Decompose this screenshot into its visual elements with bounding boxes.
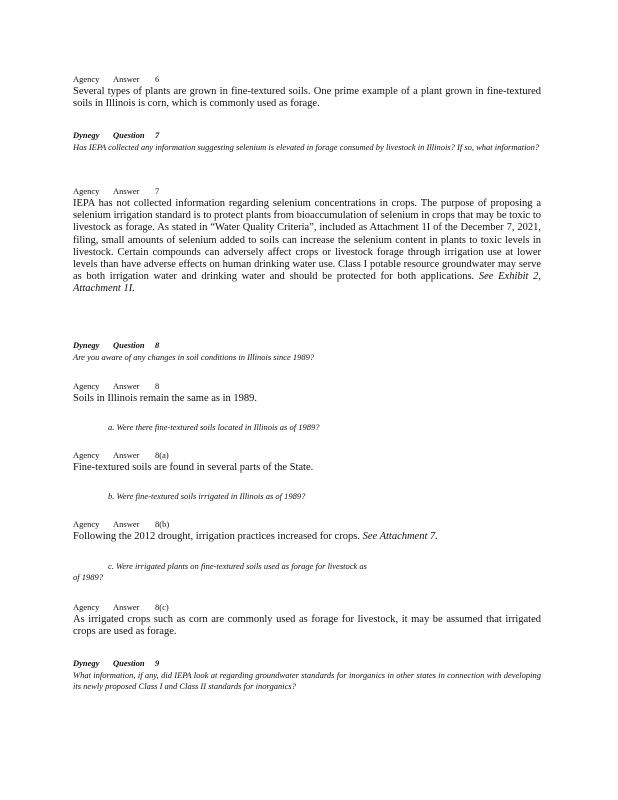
- answer-text: Soils in Illinois remain the same as in 1989.: [73, 393, 258, 404]
- answer-number: 8(b): [155, 519, 170, 529]
- answer-body: IEPA has not collected information regarding selenium concentrations in crops. The purpose of proposing a selenium irrigation standard is to protect plants from bioaccumulation of selenium in crops that may be toxic to livestock as forage. As stated in “Water Quality Criteria”, included as Attachment 1I of the December 7, 2021, filing, small amounts of selenium added to soils can increase the selenium content in plants to toxic levels in livestock. Certain compounds can adversely affect crops or livestock forage through irrigation use at lower levels than have adverse effects on human drinking water use. Class I potable resource groundwater may serve as both irrigation water and drinking water and should be protected for both applications.: [73, 198, 541, 283]
- respondent-label: Agency: [73, 381, 100, 391]
- question-header: [73, 340, 541, 351]
- question-number: 8: [155, 340, 160, 350]
- answer-number: 6: [155, 74, 160, 84]
- question-header: [73, 658, 541, 669]
- sub-question-c-line2: of 1989?: [73, 571, 103, 582]
- answer-header: [73, 602, 541, 613]
- question-block: [73, 340, 541, 363]
- answer-block: [73, 602, 541, 638]
- questioner-label: Dynegy: [73, 340, 100, 350]
- question-number: 9: [155, 658, 160, 668]
- question-text: Has IEPA collected any information suggesting selenium is elevated in forage consumed by livestock in Illinois? If so, what information?: [73, 142, 540, 152]
- answer-block: [73, 519, 541, 543]
- question-block: [73, 130, 541, 153]
- answer-header: [73, 74, 541, 85]
- answer-label: Answer: [113, 450, 140, 460]
- answer-text: Several types of plants are grown in fine-textured soils. One prime example of a plant grown in fine-textured soils in Illinois is corn, which is commonly used as forage.: [73, 86, 541, 110]
- answer-number: 8(a): [155, 450, 169, 460]
- respondent-label: Agency: [73, 519, 100, 529]
- answer-label: Answer: [113, 186, 140, 196]
- answer-header: [73, 186, 541, 197]
- questioner-label: Dynegy: [73, 658, 100, 668]
- sub-question-c: [73, 561, 488, 582]
- sub-question-c-line1: c. Were irrigated plants on fine-textured soils used as forage for livestock as: [108, 561, 367, 571]
- answer-block: [73, 450, 541, 474]
- answer-header: [73, 450, 541, 461]
- answer-label: Answer: [113, 381, 140, 391]
- answer-block: [73, 74, 541, 110]
- respondent-label: Agency: [73, 450, 100, 460]
- question-label: Question: [113, 658, 145, 668]
- answer-number: 7: [155, 186, 160, 196]
- answer-block: [73, 381, 541, 405]
- answer-header: [73, 381, 541, 392]
- answer-label: Answer: [113, 519, 140, 529]
- answer-body: Following the 2012 drought, irrigation practices increased for crops.: [73, 531, 360, 542]
- respondent-label: Agency: [73, 186, 100, 196]
- question-number: 7: [155, 130, 160, 140]
- answer-label: Answer: [113, 74, 140, 84]
- answer-text: [73, 198, 541, 296]
- answer-text: Fine-textured soils are found in several parts of the State.: [73, 462, 314, 473]
- question-text: What information, if any, did IEPA look at regarding groundwater standards for inorganics in other states in connection with developing its newly proposed Class I and Class II standards for inorganics?: [73, 670, 541, 691]
- answer-number: 8(c): [155, 602, 169, 612]
- sub-question-a: a. Were there fine-textured soils located in Illinois as of 1989?: [108, 422, 320, 432]
- question-label: Question: [113, 130, 145, 140]
- answer-number: 8: [155, 381, 160, 391]
- question-text: Are you aware of any changes in soil conditions in Illinois since 1989?: [73, 352, 315, 362]
- answer-header: [73, 519, 541, 530]
- attachment-reference: See Attachment 7.: [362, 531, 438, 542]
- answer-text: As irrigated crops such as corn are commonly used as forage for livestock, it may be assumed that irrigated crops are used as forage.: [73, 614, 541, 638]
- answer-text: [73, 531, 541, 543]
- questioner-label: Dynegy: [73, 130, 100, 140]
- answer-label: Answer: [113, 602, 140, 612]
- question-header: [73, 130, 541, 141]
- respondent-label: Agency: [73, 74, 100, 84]
- exhibit-reference: See Exhibit 2, Attachment 1I.: [73, 271, 541, 295]
- question-block: [73, 658, 541, 691]
- answer-block: [73, 186, 541, 296]
- sub-question-b: b. Were fine-textured soils irrigated in Illinois as of 1989?: [108, 491, 306, 501]
- question-label: Question: [113, 340, 145, 350]
- respondent-label: Agency: [73, 602, 100, 612]
